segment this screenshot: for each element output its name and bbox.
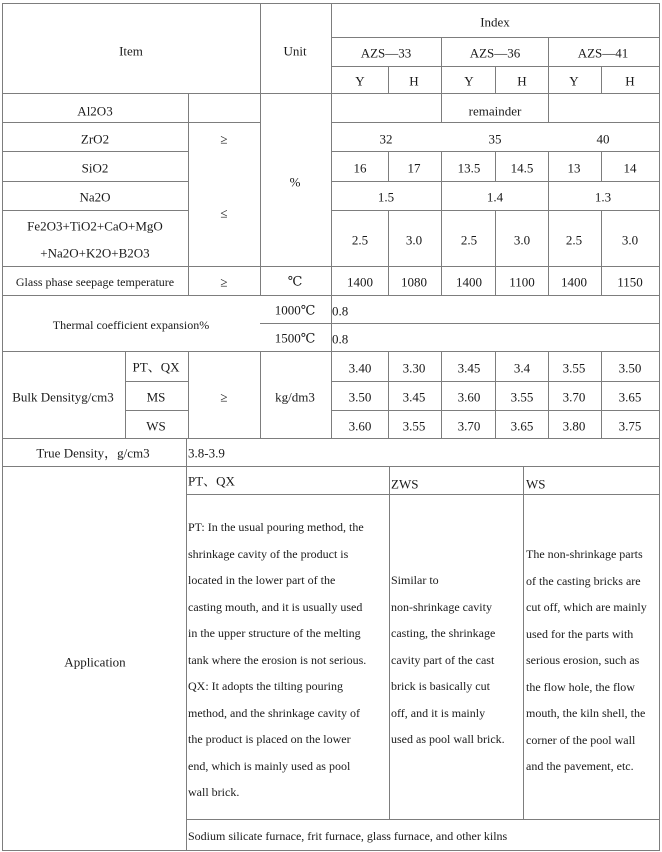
sub-header: Y [569,73,579,89]
grid-line [441,151,442,295]
glass-phase-value: 1100 [509,274,535,290]
ws-line: and the pavement, etc. [526,759,634,773]
grid-line [601,351,602,438]
grid-line [331,181,660,182]
sub-header: H [625,73,635,89]
grid-line [2,210,188,211]
zws-line: cavity part of the cast [391,652,495,667]
grid-line [548,37,549,123]
sio2-value: 17 [407,160,421,176]
grid-line [601,151,602,181]
grid-line [125,381,188,382]
pt-qx-line: end, which is mainly used as pool [188,758,351,773]
grid-line [388,351,389,438]
true-density-label: True Density，g/cm3 [36,445,150,461]
grid-line [260,351,261,438]
grid-line [2,850,660,851]
glass-phase-value: 1400 [456,274,482,290]
impurities-value: 3.0 [405,232,423,248]
sio2-value: 14 [623,160,637,176]
grid-line [125,410,188,411]
thermal-temp: 1000℃ [274,302,316,318]
thermal-value: 0.8 [332,331,349,347]
bulk-value: 3.75 [618,418,642,434]
glass-phase-label: Glass phase seepage temperature [15,275,175,289]
ws-line: corner of the pool wall [526,732,636,747]
bulk-value: 3.50 [618,360,642,376]
grid-line [260,323,660,324]
bulk-value: 3.55 [562,360,586,376]
impurities-value: 2.5 [351,232,369,248]
grid-line [441,351,442,438]
na2o-value: 1.5 [377,189,395,205]
grid-line [495,351,496,438]
grid-line [2,122,260,123]
application-col-header: ZWS [391,476,419,492]
grid-line [548,151,549,295]
grid-line [548,351,549,438]
pt-qx-line: in the upper structure of the melting [188,626,361,640]
impurities-value: 3.0 [513,232,531,248]
ws-line: of the casting bricks are [526,573,641,588]
zws-line: Similar to [391,573,439,587]
ws-line: cut off, which are mainly [526,600,647,614]
true-density-value: 3.8-3.9 [188,445,225,461]
grid-line [523,466,524,819]
bulk-value: 3.70 [562,389,586,405]
glass-phase-value: 1080 [401,274,427,290]
grid-line [186,438,187,850]
sub-header: Y [464,73,474,89]
bulk-value: 3.30 [402,360,426,376]
sio2-value: 13 [567,160,581,176]
impurities-label-line: Fe2O3+TiO2+CaO+MgO [27,218,163,234]
zws-line: casting, the shrinkage [391,626,496,640]
ws-line: serious erosion, such as [526,653,640,667]
application-label: Application [64,654,126,670]
grid-line [388,66,389,94]
impurities-label-line: +Na2O+K2O+B2O3 [40,245,150,261]
grid-line [601,66,602,94]
bulk-value: 3.80 [562,418,586,434]
bulk-type: MS [146,389,166,405]
bulk-value: 3.4 [513,360,531,376]
sub-header: Y [355,73,365,89]
thermal-label: Thermal coefficient expansion% [52,318,210,332]
max-operator: ≤ [220,205,228,221]
pt-qx-description [188,514,366,806]
glass-phase-value: 1400 [347,274,373,290]
sio2-value: 16 [353,160,367,176]
zws-line: brick is basically cut [391,679,490,693]
grid-line [441,37,442,123]
bulk-value: 3.55 [402,418,426,434]
pt-qx-line: wall brick. [188,785,240,799]
zro2-operator: ≥ [220,131,228,147]
item-header: Item [119,43,143,59]
glass-phase-operator: ≥ [220,274,228,290]
ws-line: the flow hole, the flow [526,679,635,694]
grid-line [495,210,496,295]
bulk-value: 3.60 [457,389,481,405]
sub-header: H [409,73,419,89]
grid-line [389,466,390,819]
pt-qx-line: tank where the erosion is not serious. [188,652,367,667]
zro2-value: 32 [379,131,393,147]
bulk-density-label: Bulk Densityg/cm3 [12,389,114,405]
impurities-value: 2.5 [565,232,583,248]
na2o-value: 1.3 [594,189,612,205]
grid-line [2,151,188,152]
impurities-value: 3.0 [621,232,639,248]
grid-line [331,37,660,38]
pt-qx-line: method, and the shrinkage cavity of [188,705,360,720]
zws-line: non-shrinkage cavity [391,599,492,614]
thermal-value: 0.8 [332,303,349,319]
unit-header: Unit [283,43,307,59]
zws-description [391,567,505,753]
application-col-header: WS [526,476,546,492]
ws-line: used for the parts with [526,626,634,641]
glass-phase-unit: ℃ [287,273,303,289]
ws-line: mouth, the kiln shell, the [526,706,646,720]
al2o3-label: Al2O3 [77,103,113,119]
index-header: Index [480,14,510,30]
zws-line: used as pool wall brick. [391,732,505,746]
application-col-header: PT、QX [188,473,235,489]
zro2-value: 35 [488,131,502,147]
pt-qx-line: the product is placed on the lower [188,732,351,746]
grid-line [125,351,126,438]
pt-qx-line: shrinkage cavity of the product is [188,546,349,561]
grid-line [495,151,496,181]
zro2-label: ZrO2 [80,131,110,147]
bulk-value: 3.70 [457,418,481,434]
na2o-value: 1.4 [486,189,504,205]
grid-line [331,3,332,438]
bulk-value: 3.45 [402,389,426,405]
grid-line [331,122,660,123]
grid-line [388,210,389,295]
bulk-value: 3.45 [457,360,481,376]
pt-qx-line: QX: It adopts the tilting pouring [188,679,343,693]
application-footer: Sodium silicate furnace, frit furnace, glass furnace, and other kilns [188,829,508,843]
pt-qx-line: casting mouth, and it is usually used [188,599,363,614]
zro2-value: 40 [596,131,610,147]
ws-description [526,541,647,780]
bulk-type: WS [146,418,166,434]
bulk-value: 3.65 [510,418,534,434]
bulk-value: 3.55 [510,389,534,405]
grid-line [188,351,189,438]
thermal-temp: 1500℃ [274,330,316,346]
grid-line [2,181,188,182]
bulk-type: PT、QX [132,359,180,375]
pt-qx-line: PT: In the usual pouring method, the [188,520,364,534]
impurities-value: 2.5 [460,232,478,248]
bulk-value: 3.40 [348,360,372,376]
grid-line [2,3,3,851]
ws-line: The non-shrinkage parts [526,547,643,561]
grid-line [495,66,496,94]
bulk-value: 3.50 [348,389,372,405]
bulk-operator: ≥ [220,389,228,405]
glass-phase-value: 1400 [561,274,587,290]
pt-qx-line: located in the lower part of the [188,573,336,587]
grade-header: AZS—41 [577,45,629,61]
grid-line [2,438,660,439]
grid-line [186,819,660,820]
grid-line [188,93,189,295]
sub-header: H [517,73,527,89]
grid-line [601,210,602,295]
grade-header: AZS—36 [469,45,521,61]
grade-header: AZS—33 [360,45,412,61]
grid-line [659,3,660,851]
sio2-value: 14.5 [510,160,534,176]
al2o3-value: remainder [468,103,522,119]
sio2-value: 13.5 [457,160,481,176]
bulk-unit: kg/dm3 [275,389,315,405]
bulk-value: 3.65 [618,389,642,405]
bulk-value: 3.60 [348,418,372,434]
grid-line [388,151,389,181]
zws-line: off, and it is mainly [391,705,486,720]
grid-line [260,3,261,295]
percent-unit: % [289,174,301,190]
na2o-label: Na2O [79,189,111,205]
glass-phase-value: 1150 [617,274,643,290]
grid-line [2,466,660,467]
grid-line [186,494,660,495]
sio2-label: SiO2 [81,160,109,176]
